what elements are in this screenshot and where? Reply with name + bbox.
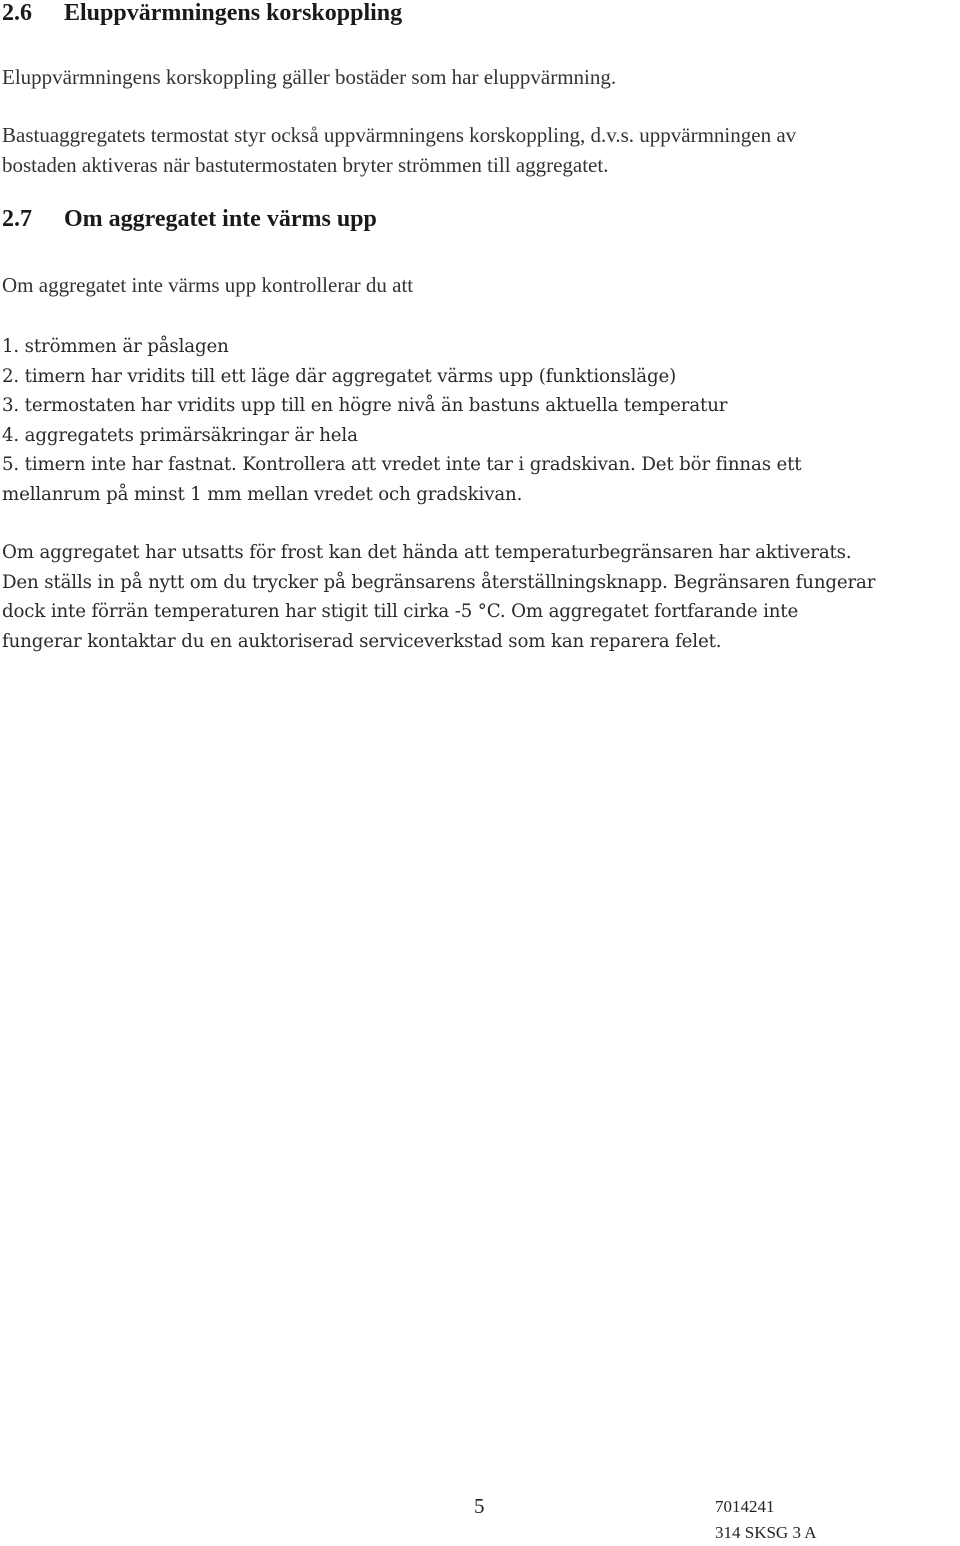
paragraph-frost <box>2 538 875 656</box>
section-number: 2.6 <box>2 0 32 26</box>
list-item: 5. timern inte har fastnat. Kontrollera att vredet inte tar i gradskivan. Det bör finnas ett <box>2 454 802 475</box>
list-item: 2. timern har vridits till ett läge där aggregatet värms upp (funktionsläge) <box>2 365 677 387</box>
section-heading-2-6 <box>2 0 402 27</box>
doc-code: 314 SKSG 3 A <box>715 1523 817 1542</box>
list-item: mellanrum på minst 1 mm mellan vredet och gradskivan. <box>2 483 523 505</box>
paragraph-line: dock inte förrän temperaturen har stigit till cirka -5 °C. Om aggregatet fortfarande inte <box>2 601 799 622</box>
paragraph-line: Om aggregatet har utsatts för frost kan det hända att temperaturbegränsaren har aktiverats. <box>2 542 852 563</box>
section-title: Eluppvärmningens korskoppling <box>64 0 403 26</box>
list-item: 1. strömmen är påslagen <box>2 336 229 357</box>
doc-number: 7014241 <box>715 1497 775 1516</box>
paragraph-korskoppling <box>2 120 796 180</box>
paragraph-eluppvarmning: Eluppvärmningens korskoppling gäller bostäder som har eluppvärmning. <box>2 65 617 89</box>
paragraph-line: Bastuaggregatets termostat styr också uppvärmningens korskoppling, d.v.s. uppvärmningen av <box>2 123 797 147</box>
section-number: 2.7 <box>2 206 32 232</box>
checklist <box>2 332 801 509</box>
paragraph-line: Den ställs in på nytt om du trycker på begränsarens återställningsknapp. Begränsaren fungerar <box>2 571 876 593</box>
document-identifier <box>715 1494 817 1546</box>
paragraph-intro: Om aggregatet inte värms upp kontrollerar du att <box>2 273 414 297</box>
page-number: 5 <box>474 1494 485 1518</box>
list-item: 3. termostaten har vridits upp till en högre nivå än bastuns aktuella temperatur <box>2 395 728 416</box>
list-item: 4. aggregatets primärsäkringar är hela <box>2 424 358 446</box>
section-title: Om aggregatet inte värms upp <box>64 206 377 232</box>
paragraph-line: fungerar kontaktar du en auktoriserad serviceverkstad som kan reparera felet. <box>2 630 722 652</box>
paragraph-line: bostaden aktiveras när bastutermostaten bryter strömmen till aggregatet. <box>2 153 609 177</box>
section-heading-2-7 <box>2 206 377 233</box>
